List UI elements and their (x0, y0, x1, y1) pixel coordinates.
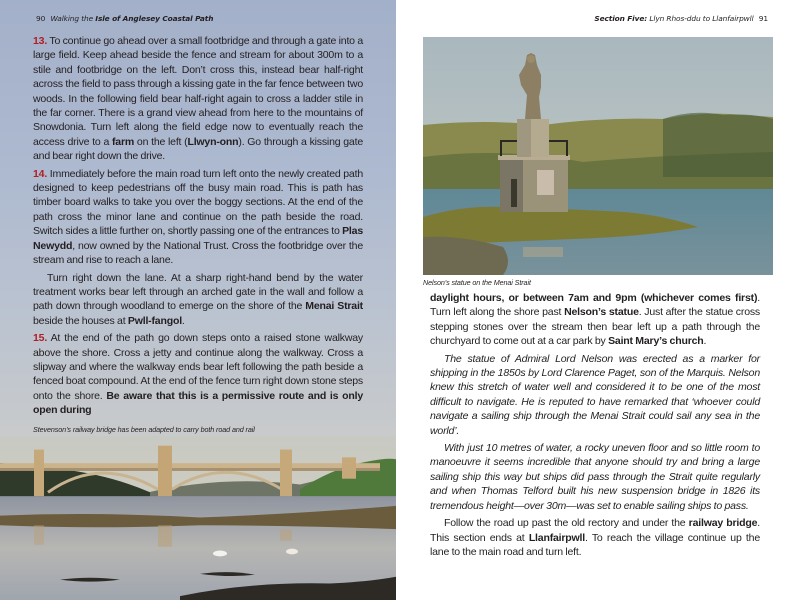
paragraph (430, 291, 760, 349)
text-run: With just 10 metres of water, a rocky uneven floor and so little room to manoeuvre it seems incredible that anyone should try and bring a large sailing ship this way but ships did pass through the Strait quite regularly and when Thomas Telford built his new suspension bridge in 1826 its tremendous height—over 30m—was set to enable sailing ships to pass. (430, 442, 760, 512)
nelson-statue-photo (423, 37, 773, 275)
place-name: Nelson’s statue (564, 306, 639, 319)
place-name: Pwll-fangol (127, 314, 182, 327)
text-run: , now owned by the National Trust. Cross the footbridge over the stream and rise to reach a lane. (33, 239, 363, 267)
place-name: daylight hours, or between 7am and 9pm (whichever comes first) (430, 292, 758, 304)
text-run: At the end of the path go down steps onto a raised stone walkway above the shore. Cross a jetty and continue along the walkway. Cross a slipway and where the walkway ends bear left following the path beside a fenced boat compound. At the end of the fence turn right down stone steps onto the shore. (33, 332, 363, 402)
step-number: 15. (33, 332, 48, 345)
text-run: . To reach the village continue up the lane to the main road and turn left. (430, 531, 760, 558)
text-run: . Turn left along the shore past (430, 292, 760, 319)
place-name: railway bridge (688, 517, 758, 530)
step-number: 13. (33, 35, 48, 47)
section-title: Llyn Rhos-ddu to Llanfairpwll (649, 14, 754, 23)
paragraph (430, 352, 760, 438)
text-run: Turn right down the lane. At a sharp right-hand bend by the water treatment works bear left through an arched gate in the wall and follow a path down through woodland to emerge on the shore of the (33, 271, 363, 313)
place-name: Saint Mary’s church (608, 335, 704, 348)
text-run: To continue go ahead over a small footbridge and through a gate into a large field. Keep ahead beside the fence and stream for about 300m to a stile and footbridge on the left. Don’t cross this, instead bear half-right across the field to pass through a kissing gate in the far fence between two woods. In the following field bear half-right again to cross a ladder stile in the far corner. There is a grand view ahead from here to the mountains of Snowdonia. Turn left along the field edge now to eventually reach the access drive to a (33, 35, 363, 148)
text-run: . (181, 314, 185, 327)
paragraph (430, 441, 760, 513)
bridge-photo-caption: Stevenson’s railway bridge has been adapted to carry both road and rail (33, 425, 255, 434)
book-title: Isle of Anglesey Coastal Path (95, 14, 214, 23)
paragraph (33, 271, 363, 329)
text-run: . This section ends at (430, 517, 760, 544)
text-run: Immediately before the main road turn left onto the newly created path designed to keep pedestrians off the busy main road. This is path has timber board walks to take you over the boggy sections. At the end of the path cross the minor lane and continue on the path beside the road. Switch sides a little further on, shortly passing one of the entrances to (33, 167, 363, 238)
left-body-text (33, 34, 363, 421)
text-run: on the left ( (134, 135, 188, 148)
text-run: Follow the road up past the old rectory and under the (444, 517, 689, 530)
text-run: beside the houses at (33, 314, 128, 327)
section-label: Section Five: (594, 14, 648, 23)
page-number-right: 91 (758, 14, 768, 23)
place-name: farm (111, 135, 135, 148)
step-number: 14. (33, 167, 48, 180)
paragraph (430, 516, 760, 559)
britannia-bridge-photo (0, 436, 396, 600)
statue-photo-caption: Nelson’s statue on the Menai Strait (423, 278, 531, 287)
left-running-head (33, 14, 213, 23)
left-page (0, 0, 396, 600)
text-run: The statue of Admiral Lord Nelson was erected as a marker for shipping in the 1850s by Lord Clarence Paget, son of the Marquis. Nelson knew this stretch of water well and considered it to be one of the most difficult to navigate. He is reputed to have remarked that ‘whoever could navigate a sailing ship through the Menai Strait could sail any sea in the world’. (430, 352, 760, 437)
text-run: ). Go through a kissing gate and bear right down the drive. (33, 135, 363, 163)
paragraph (33, 34, 363, 164)
right-running-head (594, 14, 771, 23)
place-name: Llanfairpwll (528, 531, 586, 544)
text-run: . (703, 335, 707, 348)
place-name: Menai Strait (305, 300, 363, 313)
place-name: Llwyn-onn (187, 135, 239, 148)
place-name: Be aware that this is a permissive route and is only open during (33, 389, 363, 417)
right-body-text (430, 291, 760, 562)
page-number-left: 90 (36, 14, 46, 23)
paragraph (33, 331, 363, 417)
text-run: . Just after the statue cross stepping stones over the stream then bear left up a path through the churchyard to come out at a car park by (430, 306, 761, 348)
paragraph (33, 167, 363, 268)
place-name: Plas Newydd (33, 225, 363, 252)
running-head-prefix: Walking the (50, 14, 94, 23)
